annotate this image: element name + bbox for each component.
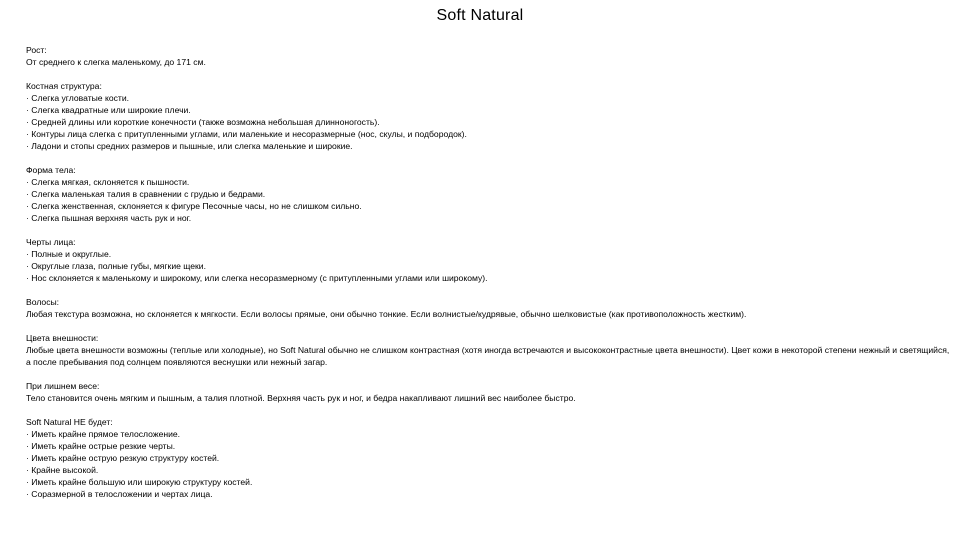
- section-line: · Средней длины или короткие конечности (также возможна небольшая длинноногость).: [26, 117, 380, 127]
- section-heading: Рост:: [26, 45, 47, 55]
- section-line: · Иметь крайне большую или широкую структуру костей.: [26, 477, 253, 487]
- section-heading: Черты лица:: [26, 237, 76, 247]
- section-line: · Слегка угловатые кости.: [26, 93, 130, 103]
- section-heading: Волосы:: [26, 297, 60, 307]
- section-line: Тело становится очень мягким и пышным, а талия плотной. Верхняя часть рук и ног, и бедра накапливают лишний вес наиболее быстро.: [26, 393, 576, 403]
- section-line: Любая текстура возможна, но склоняется к мягкости. Если волосы прямые, они обычно тонкие. Если волнистые/кудрявые, обычно шелковистые (как противоположность жестким).: [26, 309, 747, 319]
- section-heading: При лишнем весе:: [26, 381, 100, 391]
- section-line: · Полные и округлые.: [26, 249, 112, 259]
- section-line: · Округлые глаза, полные губы, мягкие щеки.: [26, 261, 206, 271]
- section-heading: Форма тела:: [26, 165, 76, 175]
- section-hair: [26, 296, 958, 320]
- section-line: · Ладони и стопы средних размеров и пышные, или слегка маленькие и широкие.: [26, 141, 353, 151]
- section-weight-gain: [26, 380, 958, 404]
- section-heading: Цвета внешности:: [26, 333, 99, 343]
- section-line: От среднего к слегка маленькому, до 171 см.: [26, 57, 206, 67]
- section-line: · Слегка мягкая, склоняется к пышности.: [26, 177, 190, 187]
- section-line: · Иметь крайне острую резкую структуру костей.: [26, 453, 220, 463]
- page-title: Soft Natural: [436, 7, 524, 24]
- section-line: · Слегка пышная верхняя часть рук и ног.: [26, 213, 192, 223]
- section-line: · Соразмерной в телосложении и чертах лица.: [26, 489, 213, 499]
- document-body: [26, 44, 958, 512]
- section-paragraph: Любые цвета внешности возможны (теплые или холодные), но Soft Natural обычно не слишком контрастная (хотя иногда встречаются и высококонтрастные цвета внешности). Цвет кожи в некоторой степени нежный и светящийся, а после пребывания под солнцем появляются веснушки или нежный загар.: [26, 345, 950, 367]
- section-heading: Soft Natural НЕ будет:: [26, 417, 113, 427]
- section-line: · Слегка женственная, склоняется к фигуре Песочные часы, но не слишком сильно.: [26, 201, 362, 211]
- section-line: · Слегка маленькая талия в сравнении с грудью и бедрами.: [26, 189, 266, 199]
- section-bone-structure: [26, 80, 958, 152]
- section-body-shape: [26, 164, 958, 224]
- section-line: · Крайне высокой.: [26, 465, 99, 475]
- section-coloring: [26, 332, 958, 368]
- section-line: · Иметь крайне острые резкие черты.: [26, 441, 176, 451]
- section-facial-features: [26, 236, 958, 284]
- section-will-not-be: [26, 416, 958, 500]
- section-line: · Нос склоняется к маленькому и широкому, или слегка несоразмерному (с притупленными углами или широкому).: [26, 273, 488, 283]
- section-height: [26, 44, 958, 68]
- section-line: · Слегка квадратные или широкие плечи.: [26, 105, 191, 115]
- section-line: · Контуры лица слегка с притупленными углами, или маленькие и несоразмерные (нос, скулы, и подбородок).: [26, 129, 467, 139]
- section-heading: Костная структура:: [26, 81, 102, 91]
- section-line: · Иметь крайне прямое телосложение.: [26, 429, 181, 439]
